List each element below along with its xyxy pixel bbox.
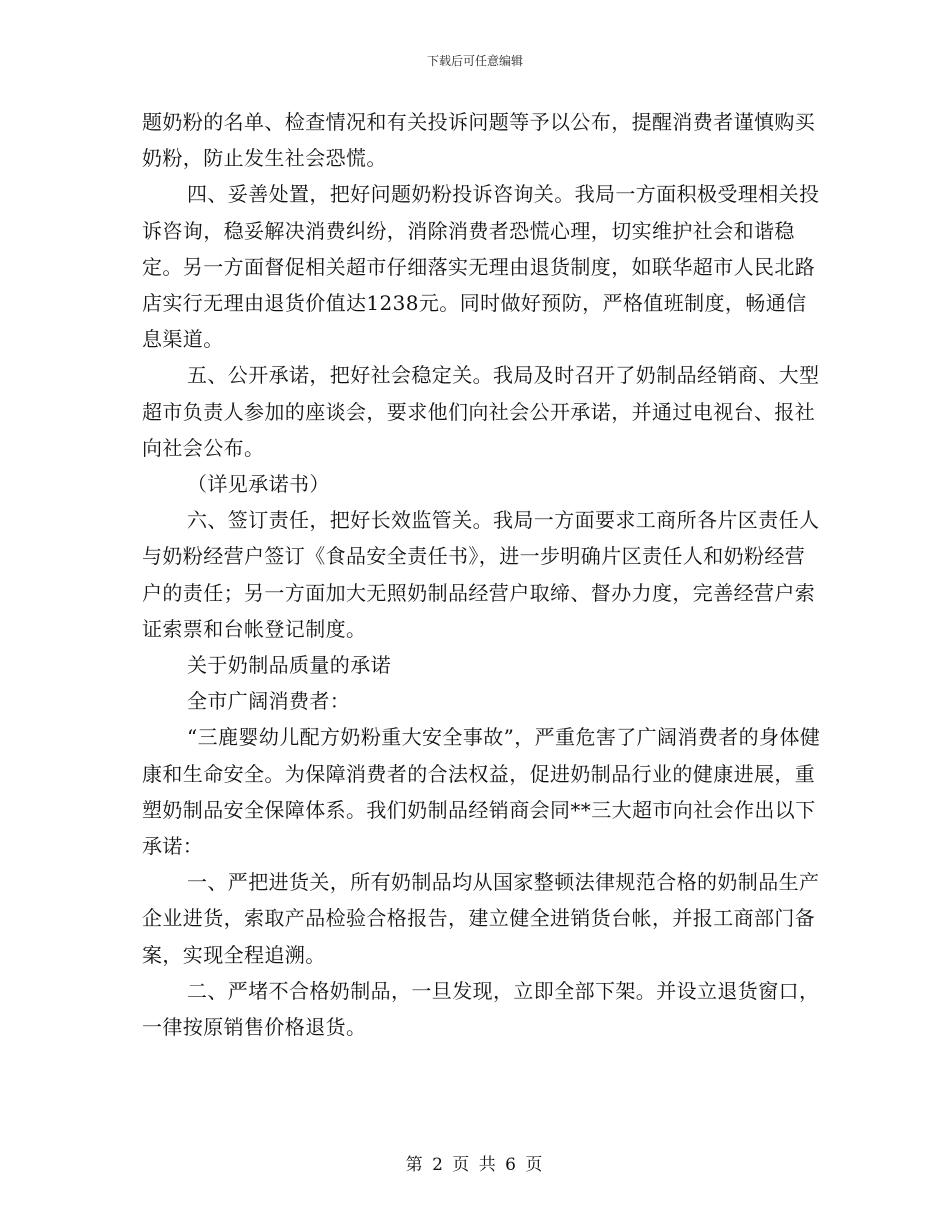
paragraph: 二、严堵不合格奶制品，一旦发现，立即全部下架。并设立退货窗口，一律按原销售价格退货。	[142, 978, 820, 1040]
paragraph: 四、妥善处置，把好问题奶粉投诉咨询关。我局一方面积极受理相关投诉咨询，稳妥解决消费纠纷，消除消费者恐慌心理，切实维护社会和谐稳定。另一方面督促相关超市仔细落实无理由退货制度，如联华超市人民北路店实行无理由退货价值达1238元。同时做好预防，严格值班制度，畅通信息渠道。	[142, 182, 820, 352]
heading-commitment: 关于奶制品质量的承诺	[187, 653, 391, 678]
document-body	[142, 104, 822, 1045]
paragraph: 六、签订责任，把好长效监管关。我局一方面要求工商所各片区责任人与奶粉经营户签订《食品安全责任书》，进一步明确片区责任人和奶粉经营户的责任；另一方面加大无照奶制品经营户取缔、督办力度，完善经营户索证索票和台帐登记制度。	[142, 508, 820, 641]
page-header: 下载后可任意编辑	[426, 54, 523, 68]
paragraph: （详见承诺书）	[187, 472, 330, 497]
paragraph: 五、公开承诺，把好社会稳定关。我局及时召开了奶制品经销商、大型超市负责人参加的座谈会，要求他们向社会公开承诺，并通过电视台、报社向社会公布。	[142, 363, 820, 460]
salutation: 全市广阔消费者：	[187, 689, 351, 714]
page-footer: 第 2 页 共 6 页	[405, 1155, 545, 1175]
paragraph: 一、严把进货关，所有奶制品均从国家整顿法律规范合格的奶制品生产企业进货，索取产品检验合格报告，建立健全进销货台帐，并报工商部门备案，实现全程追溯。	[142, 870, 820, 967]
paragraph: 题奶粉的名单、检查情况和有关投诉问题等予以公布，提醒消费者谨慎购买奶粉，防止发生社会恐慌。	[142, 110, 816, 171]
paragraph: “三鹿婴幼儿配方奶粉重大安全事故”，严重危害了广阔消费者的身体健康和生命安全。为保障消费者的合法权益，促进奶制品行业的健康进展，重塑奶制品安全保障体系。我们奶制品经销商会同**三大超市向社会作出以下承诺：	[142, 725, 821, 859]
